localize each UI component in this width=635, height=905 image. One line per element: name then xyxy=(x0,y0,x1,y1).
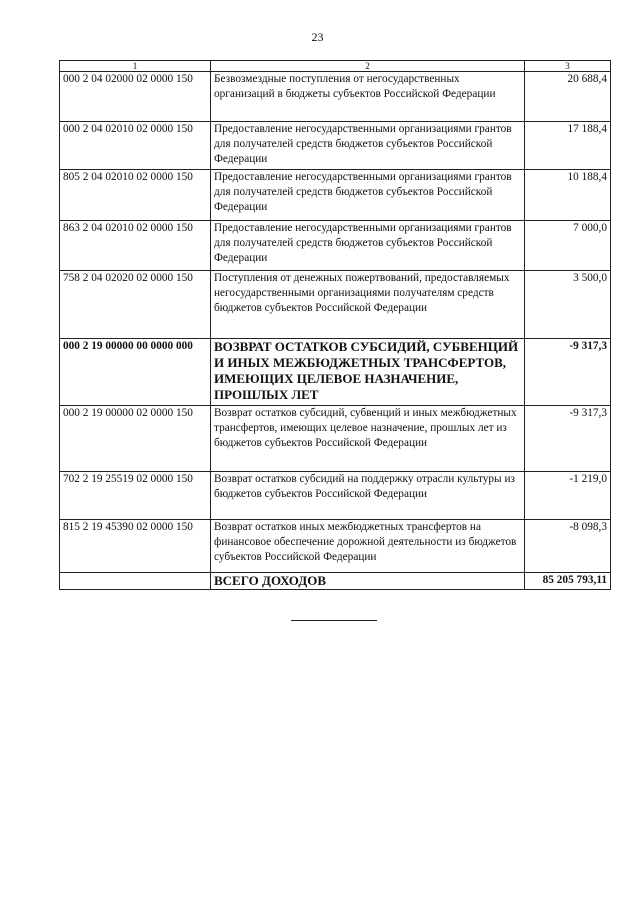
row-amount: -1 219,0 xyxy=(525,472,611,520)
row-amount: 20 688,4 xyxy=(525,72,611,122)
column-header-code: 1 xyxy=(60,61,211,72)
row-code: 815 2 19 45390 02 0000 150 xyxy=(60,520,211,573)
row-code: 000 2 19 00000 02 0000 150 xyxy=(60,406,211,472)
total-empty-cell xyxy=(60,573,211,590)
row-amount: 7 000,0 xyxy=(525,221,611,271)
table-row xyxy=(60,472,611,520)
table-row xyxy=(60,221,611,271)
row-amount: 10 188,4 xyxy=(525,170,611,221)
row-name: Предоставление негосударственными организациями грантов для получателей средств бюджетов субъектов Российской Федерации xyxy=(211,122,525,170)
row-name: ВОЗВРАТ ОСТАТКОВ СУБСИДИЙ, СУБВЕНЦИЙ И ИНЫХ МЕЖБЮДЖЕТНЫХ ТРАНСФЕРТОВ, ИМЕЮЩИХ ЦЕЛЕВОЕ НАЗНАЧЕНИЕ, ПРОШЛЫХ ЛЕТ xyxy=(211,339,525,406)
table-header-row xyxy=(60,61,611,72)
column-header-name: 2 xyxy=(211,61,525,72)
row-name: Возврат остатков субсидий, субвенций и иных межбюджетных трансфертов, имеющих целевое назначение, прошлых лет из бюджетов субъектов Российской Федерации xyxy=(211,406,525,472)
row-amount: 3 500,0 xyxy=(525,271,611,339)
row-name: Возврат остатков иных межбюджетных трансфертов на финансовое обеспечение дорожной деятельности из бюджетов субъектов Российской Федерации xyxy=(211,520,525,573)
table-row xyxy=(60,406,611,472)
table-row xyxy=(60,520,611,573)
row-name: Безвозмездные поступления от негосударственных организаций в бюджеты субъектов Российской Федерации xyxy=(211,72,525,122)
table-row xyxy=(60,72,611,122)
row-amount: -9 317,3 xyxy=(525,406,611,472)
row-code: 805 2 04 02010 02 0000 150 xyxy=(60,170,211,221)
page-number: 23 xyxy=(311,30,324,44)
total-row xyxy=(60,573,611,590)
column-header-amount: 3 xyxy=(525,61,611,72)
row-code: 000 2 04 02010 02 0000 150 xyxy=(60,122,211,170)
row-code: 863 2 04 02010 02 0000 150 xyxy=(60,221,211,271)
row-amount: -8 098,3 xyxy=(525,520,611,573)
closing-rule xyxy=(291,620,377,621)
row-amount: -9 317,3 xyxy=(525,339,611,406)
total-label: ВСЕГО ДОХОДОВ xyxy=(211,573,525,590)
table-row xyxy=(60,271,611,339)
row-code: 702 2 19 25519 02 0000 150 xyxy=(60,472,211,520)
table-row xyxy=(60,170,611,221)
row-name: Возврат остатков субсидий на поддержку отрасли культуры из бюджетов субъектов Российской Федерации xyxy=(211,472,525,520)
row-code: 000 2 04 02000 02 0000 150 xyxy=(60,72,211,122)
row-code: 000 2 19 00000 00 0000 000 xyxy=(60,339,211,406)
table-row xyxy=(60,122,611,170)
row-name: Предоставление негосударственными организациями грантов для получателей средств бюджетов субъектов Российской Федерации xyxy=(211,170,525,221)
row-amount: 17 188,4 xyxy=(525,122,611,170)
row-name: Предоставление негосударственными организациями грантов для получателей средств бюджетов субъектов Российской Федерации xyxy=(211,221,525,271)
row-code: 758 2 04 02020 02 0000 150 xyxy=(60,271,211,339)
revenue-table xyxy=(59,60,611,590)
total-amount: 85 205 793,11 xyxy=(525,573,611,590)
row-name: Поступления от денежных пожертвований, предоставляемых негосударственными организациями получателям средств бюджетов субъектов Российской Федерации xyxy=(211,271,525,339)
table-row-section xyxy=(60,339,611,406)
